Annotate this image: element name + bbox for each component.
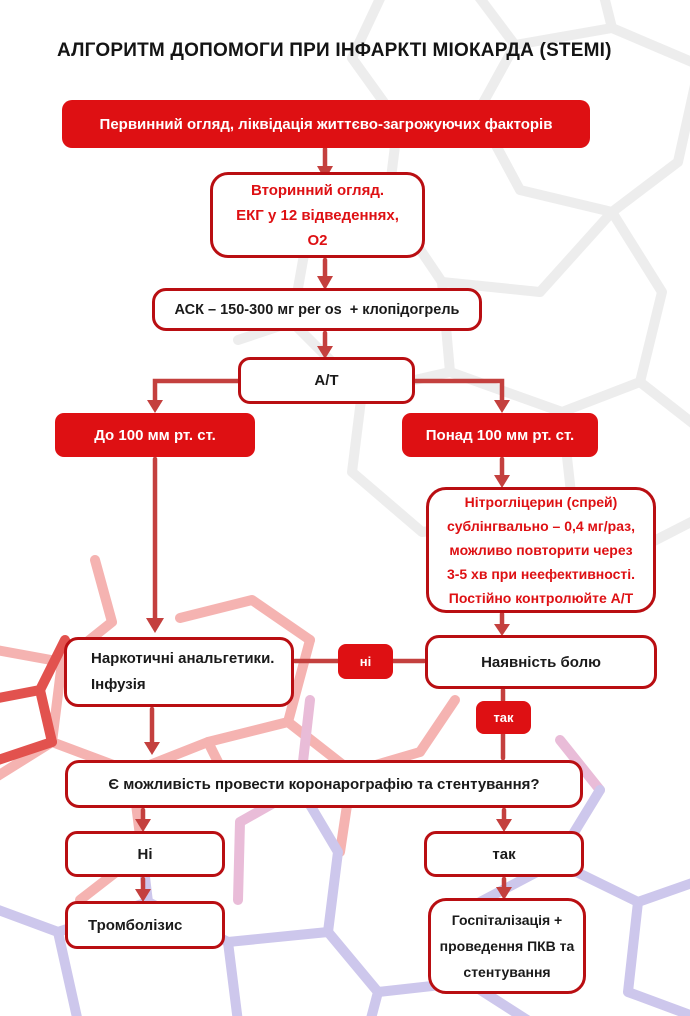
label-no-text: ні (359, 654, 372, 669)
node-nitro-line5: Постійно контролюйте А/Т (448, 590, 634, 606)
node-thrombolysis (65, 901, 225, 949)
node-blood-pressure-text: А/Т (314, 372, 339, 389)
node-bp-above-100 (402, 413, 598, 457)
node-narcotic-analgesics (64, 637, 294, 707)
node-ask-text: АСК – 150-300 мг per os + клопідогрель (174, 301, 460, 318)
node-primary-survey (62, 100, 590, 148)
node-hospitalization-line3: стентування (463, 964, 551, 980)
page-title: АЛГОРИТМ ДОПОМОГИ ПРИ ІНФАРКТІ МІОКАРДА (STEMI) (57, 40, 612, 61)
node-hospitalization (428, 898, 586, 994)
node-primary-survey-text: Первинний огляд, ліквідація життєво-загрожуючих факторів (99, 115, 553, 133)
branch-at-to-low (155, 381, 241, 400)
node-yes (424, 831, 584, 877)
node-bp-above-100-text: Понад 100 мм рт. ст. (425, 426, 575, 444)
label-yes-text: так (493, 710, 514, 725)
node-pain-presence-text: Наявність болю (481, 653, 601, 671)
node-hospitalization-line1: Госпіталізація + (451, 912, 563, 928)
node-thrombolysis-text: Тромболізис (88, 916, 183, 934)
node-nitro-line1: Нітрогліцерин (спрей) (464, 494, 618, 510)
node-bp-below-100 (55, 413, 255, 457)
node-question-coronarography (65, 760, 583, 808)
node-question-text: Є можливість провести коронарографію та стентування? (108, 775, 540, 793)
node-secondary-line1: Вторинний огляд. (250, 181, 385, 199)
branch-at-to-high (412, 381, 502, 400)
node-nitro-line3: можливо повторити через (449, 542, 633, 558)
node-nitro-line4: 3-5 хв при неефективності. (446, 566, 636, 582)
node-no (65, 831, 225, 877)
node-ask-clopidogrel (152, 288, 482, 331)
node-secondary-line2: ЕКГ у 12 відведеннях, (236, 206, 399, 224)
label-no (338, 644, 393, 679)
node-narcotic-line2: Інфузія (91, 676, 146, 693)
node-hospitalization-line2: проведення ПКВ та (439, 938, 575, 954)
node-blood-pressure (238, 357, 415, 404)
node-yes-text: так (492, 845, 516, 863)
node-secondary-line3: О2 (307, 231, 328, 249)
node-nitroglycerin (426, 487, 656, 613)
node-pain-presence (425, 635, 657, 689)
node-no-text: Ні (137, 845, 153, 863)
node-nitro-line2: сублінгвально – 0,4 мг/раз, (446, 518, 635, 534)
node-narcotic-line1: Наркотичні анальгетики. (91, 650, 275, 667)
node-secondary-survey (210, 172, 425, 258)
label-yes (476, 701, 531, 734)
node-bp-below-100-text: До 100 мм рт. ст. (94, 426, 216, 444)
